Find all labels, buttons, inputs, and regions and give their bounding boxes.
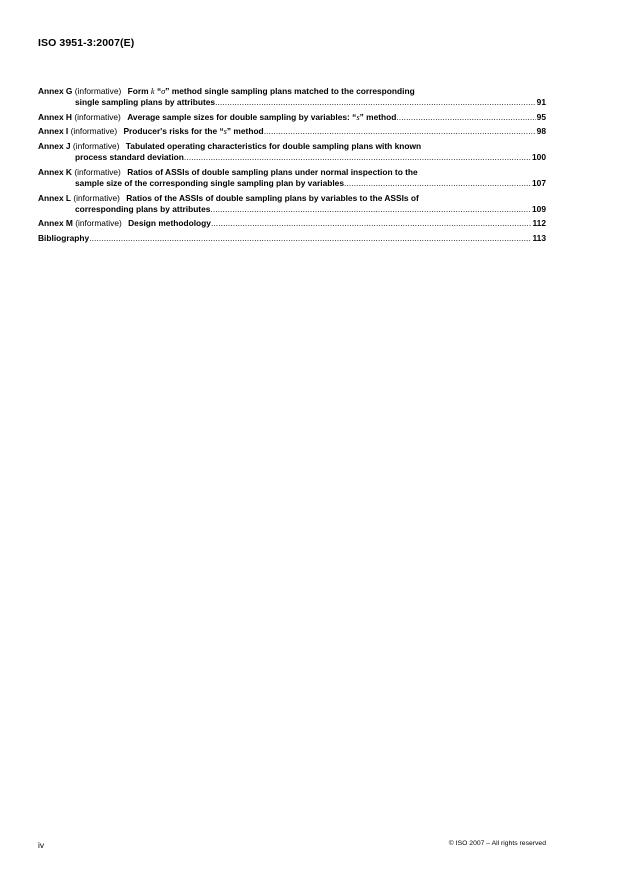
leader-dots bbox=[184, 152, 531, 163]
table-of-contents bbox=[38, 86, 546, 248]
toc-entry-annex-l[interactable] bbox=[38, 193, 546, 215]
leader-dots bbox=[89, 233, 531, 244]
annex-qualifier: (informative) bbox=[74, 111, 121, 122]
footer-page-number: iv bbox=[38, 840, 45, 850]
footer-copyright: © ISO 2007 – All rights reserved bbox=[448, 840, 546, 847]
leader-dots bbox=[396, 112, 535, 123]
annex-qualifier: (informative) bbox=[72, 140, 120, 151]
annex-title-continued: single sampling plans by attributes bbox=[75, 97, 216, 108]
leader-dots bbox=[211, 218, 532, 229]
annex-label: Annex L bbox=[38, 192, 72, 203]
page-number: 109 bbox=[532, 203, 546, 214]
annex-label: Annex K bbox=[38, 166, 72, 177]
annex-title: Design methodology bbox=[128, 218, 211, 229]
leader-dots bbox=[264, 126, 536, 137]
annex-title-continued: corresponding plans by attributes bbox=[75, 203, 211, 214]
annex-title: Ratios of ASSIs of double sampling plans under normal inspection to the bbox=[127, 166, 418, 177]
page-number: 112 bbox=[532, 218, 546, 229]
toc-entry-annex-j[interactable] bbox=[38, 141, 546, 163]
annex-title-continued: process standard deviation bbox=[75, 152, 184, 163]
toc-entry-annex-h[interactable] bbox=[38, 112, 546, 123]
annex-label: Annex I bbox=[38, 126, 69, 137]
page-number: 107 bbox=[532, 177, 546, 188]
toc-entry-annex-k[interactable] bbox=[38, 167, 546, 189]
annex-label: Annex M bbox=[38, 218, 73, 229]
annex-qualifier: (informative) bbox=[75, 218, 122, 229]
page-number: 100 bbox=[532, 152, 546, 163]
annex-title: Tabulated operating characteristics for double sampling plans with known bbox=[125, 140, 422, 151]
toc-entry-annex-m[interactable] bbox=[38, 218, 546, 229]
page-number: 113 bbox=[532, 232, 546, 243]
annex-title: Average sample sizes for double sampling by variables: “s” method bbox=[127, 111, 397, 122]
toc-entry-bibliography[interactable] bbox=[38, 233, 546, 244]
document-header-id: ISO 3951-3:2007(E) bbox=[38, 37, 135, 49]
bibliography-title: Bibliography bbox=[38, 232, 90, 243]
leader-dots bbox=[210, 204, 531, 215]
toc-entry-annex-i[interactable] bbox=[38, 126, 546, 137]
annex-qualifier: (informative) bbox=[70, 126, 118, 137]
annex-qualifier: (informative) bbox=[74, 166, 121, 177]
annex-title: Producer's risks for the “s” method bbox=[123, 126, 264, 137]
annex-title: Ratios of the ASSIs of double sampling plans by variables to the ASSIs of bbox=[126, 192, 419, 203]
page-number: 98 bbox=[536, 126, 546, 137]
leader-dots bbox=[344, 178, 531, 189]
annex-qualifier: (informative) bbox=[74, 86, 122, 96]
annex-label: Annex H bbox=[38, 111, 72, 122]
page-number: 95 bbox=[536, 111, 546, 122]
toc-entry-annex-g[interactable] bbox=[38, 86, 546, 108]
leader-dots bbox=[215, 97, 536, 108]
annex-label: Annex J bbox=[38, 140, 71, 151]
annex-title: Form k “σ” method single sampling plans matched to the corresponding bbox=[127, 86, 415, 96]
annex-qualifier: (informative) bbox=[73, 192, 120, 203]
annex-label: Annex G bbox=[38, 86, 73, 96]
page-number: 91 bbox=[536, 97, 546, 108]
annex-title-continued: sample size of the corresponding single sampling plan by variables bbox=[75, 177, 345, 188]
